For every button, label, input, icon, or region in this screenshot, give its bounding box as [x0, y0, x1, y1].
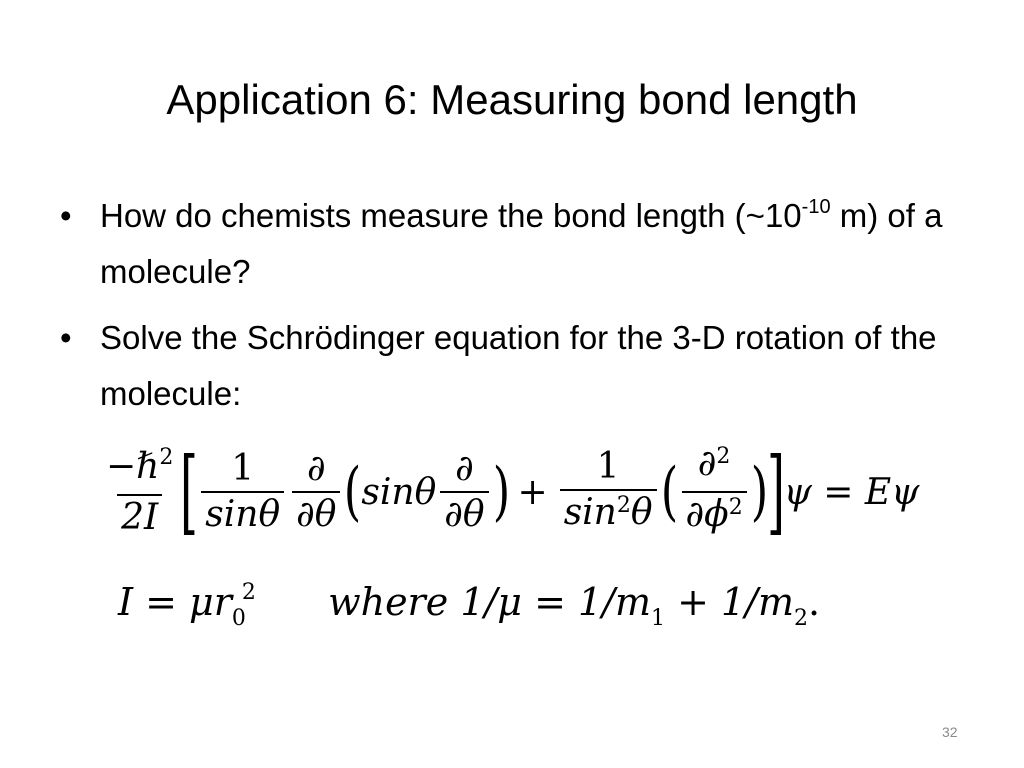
bullet-item: [60, 310, 960, 422]
inverse-sin2-fraction: $\frac{1}{\sin^2\theta}$: [560, 445, 657, 540]
right-bracket: ]: [766, 438, 785, 545]
where-word: where: [328, 580, 449, 624]
exponent: -10: [801, 196, 831, 218]
prefactor-fraction: $\frac{-\hbar^2}{2I}$: [106, 444, 174, 538]
bullet-list: [60, 188, 960, 432]
second-partial-phi-fraction: $\frac{\partial^2}{\partial\phi^2}$: [682, 442, 747, 542]
inverse-sin-fraction: $\frac{1}{\sin\theta}$: [201, 447, 284, 537]
bullet-text: Solve the Schrödinger equation for the 3-D rotation of the molecule:: [100, 319, 937, 412]
bullet-text-end: m) of a molecule?: [100, 197, 943, 290]
bullet-item: [60, 188, 960, 300]
left-bracket: [: [180, 438, 199, 545]
plus-sign: +: [517, 471, 548, 513]
partial-theta-fraction: $\frac{\partial}{\partial\theta}$: [292, 447, 340, 537]
left-paren: (: [660, 455, 678, 529]
right-paren: ): [492, 455, 510, 529]
page-number: 32: [942, 724, 958, 740]
schrodinger-equation: [98, 432, 919, 552]
bullet-text-start: How do chemists measure the bond length (~10: [100, 197, 802, 234]
bullet-dot-icon: •: [60, 319, 72, 356]
left-paren: (: [344, 455, 362, 529]
inner-sin-term: sinθ: [361, 471, 437, 513]
equation-rhs: ψ = Eψ: [783, 471, 920, 513]
slide-title: Application 6: Measuring bond length: [166, 76, 858, 123]
inner-partial-fraction: $\frac{\partial}{\partial\theta}$: [440, 447, 488, 537]
right-paren: ): [750, 455, 768, 529]
moment-of-inertia-equation: $I = \mu r_0^2$ where $1/\mu = 1/m_1 + 1/m_2$.: [118, 580, 821, 631]
bullet-dot-icon: •: [60, 197, 72, 234]
